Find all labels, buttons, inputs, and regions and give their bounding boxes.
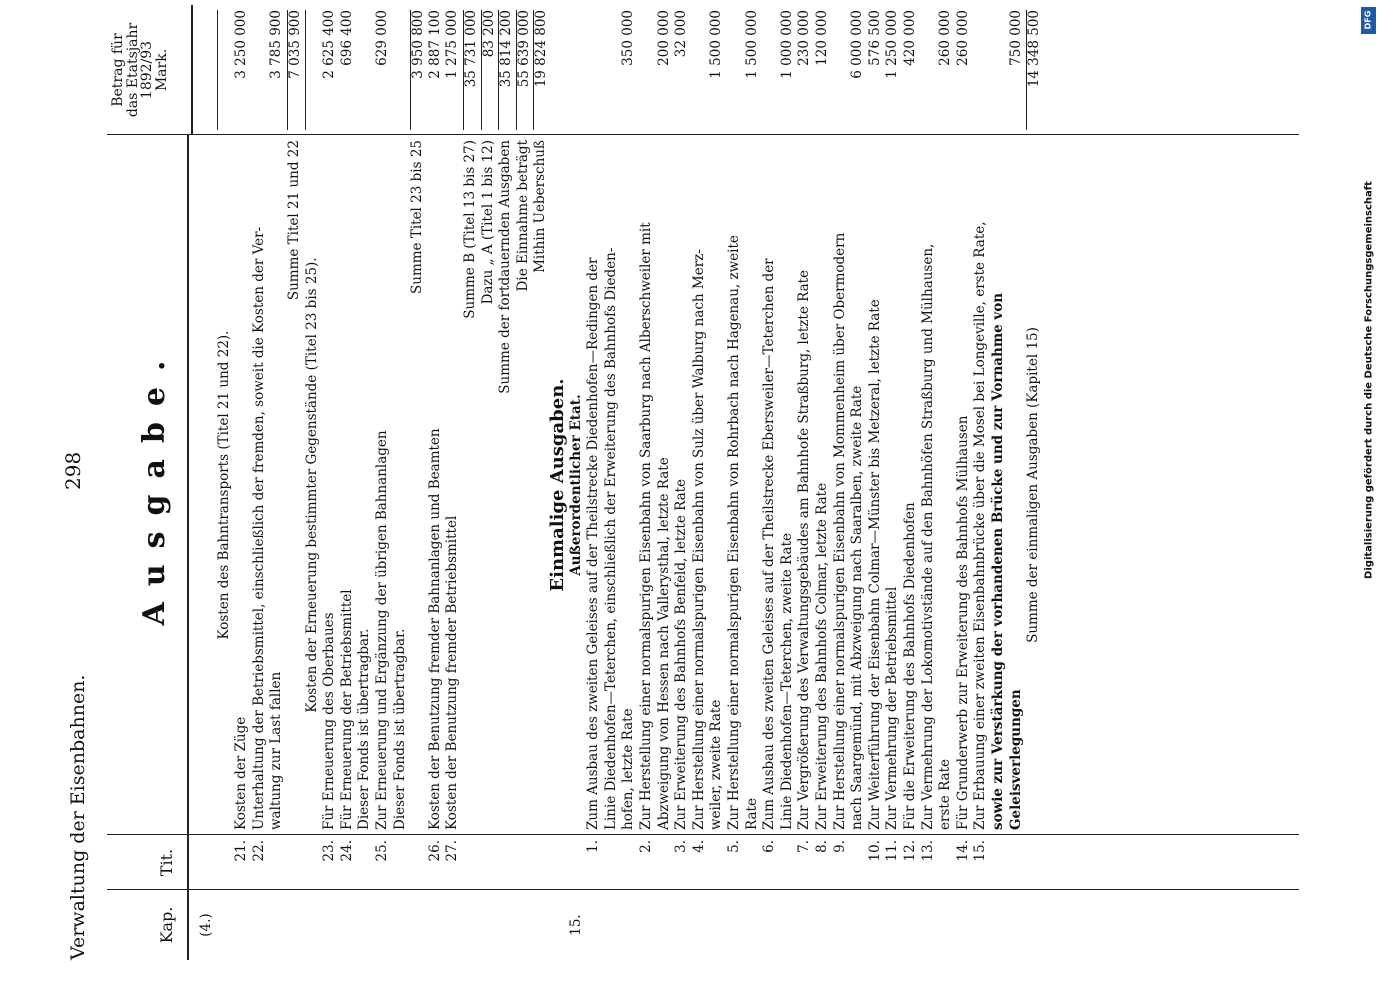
description-cell: Dieser Fonds ist übertragbar.	[391, 628, 408, 830]
description-cell: Kosten der Züge	[233, 716, 250, 830]
amount-cell: 3 785 900	[268, 10, 285, 79]
description-cell: Dazu „ A (Titel 1 bis 12)	[479, 140, 496, 305]
titel-cell: 26.	[426, 840, 443, 862]
description-cell: Zur Herstellung einer normalspurigen Eisenbahn von Rohrbach nach Hagenau, zweite	[726, 235, 742, 830]
amount-cell: 3 250 000	[233, 10, 250, 79]
running-head: Verwaltung der Eisenbahnen.	[67, 674, 89, 960]
amount-cell	[305, 10, 306, 130]
titel-cell: 21.	[233, 840, 250, 862]
kap-label: Kap.	[157, 906, 176, 944]
description-cell: Die Einnahme beträgt	[514, 140, 531, 292]
description-cell: Summe der einmaligen Ausgaben (Kapitel 15)	[1025, 327, 1042, 643]
description-cell: weiler, zweite Rate	[708, 699, 725, 830]
description-cell: Zur Erweiterung des Bahnhofs Colmar, letzte Rate	[814, 482, 830, 830]
description-cell: Linie Diedenhofen—Teterchen, zweite Rate	[778, 533, 795, 830]
description-cell: nach Saargemünd, mit Abzweigung nach Saaralben, zweite Rate	[849, 385, 866, 830]
amount-cell: 576 500	[866, 10, 883, 66]
description-cell: Zur Herstellung einer normalspurigen Eisenbahn von Saarburg nach Alberschweiler mit	[638, 222, 654, 830]
column-divider	[187, 834, 1299, 835]
amount-cell	[217, 10, 218, 130]
titel-cell: 1.	[585, 840, 602, 853]
description-cell: Kosten der Benutzung fremder Betriebsmittel	[444, 515, 461, 830]
amount-cell: 350 000	[620, 10, 637, 66]
amount-cell: 35 814 200	[498, 10, 513, 130]
description-cell: Zur Erneuerung und Ergänzung der übrigen Bahnanlagen	[374, 430, 390, 830]
amount-cell: 260 000	[937, 10, 954, 66]
rotated-page-content	[49, 10, 1329, 990]
column-header-kap	[107, 889, 189, 960]
titel-cell: 8.	[814, 840, 830, 853]
description-cell: waltung zur Last fallen	[268, 671, 285, 830]
titel-cell: 7.	[796, 840, 813, 853]
amount-cell: 120 000	[814, 10, 830, 66]
column-header-betrag	[107, 5, 193, 135]
column-divider	[187, 889, 1299, 890]
amount-cell: 55 639 000	[516, 10, 531, 130]
amount-cell: 14 348 500	[1026, 10, 1041, 130]
betrag-line-1: Betrag für	[110, 33, 126, 107]
amount-cell: 230 000	[796, 10, 813, 66]
titel-cell: 24.	[338, 840, 355, 862]
description-cell: Zur Weiterführung der Eisenbahn Colmar—Münster bis Metzeral, letzte Rate	[866, 299, 883, 830]
digitization-credit	[1360, 20, 1378, 740]
budget-table	[107, 10, 1299, 960]
kapitel-cell: 15.	[567, 914, 584, 936]
description-cell: Zum Ausbau des zweiten Geleises auf der Theilstrecke Ebersweiler—Teterchen der	[761, 258, 778, 830]
amount-cell: 260 000	[954, 10, 971, 66]
description-cell: Zur Vergrößerung des Verwaltungsgebäudes am Bahnhofe Straßburg, letzte Rate	[796, 269, 813, 830]
description-cell: Kosten der Erneuerung bestimmter Gegenstände (Titel 23 bis 25).	[303, 257, 320, 713]
betrag-line-3: 1892/93	[139, 40, 156, 100]
titel-cell: 2.	[638, 840, 654, 853]
betrag-line-4: Mark.	[154, 48, 171, 92]
description-cell: hofen, letzte Rate	[620, 708, 637, 830]
titel-cell: 10.	[866, 840, 883, 862]
description-cell: Linie Diedenhofen—Teterchen, einschließlich der Erweiterung des Bahnhofs Dieden-	[602, 247, 619, 830]
amount-cell: 2 887 100	[426, 10, 443, 79]
titel-cell: 27.	[444, 840, 461, 862]
description-cell: Zum Ausbau des zweiten Geleises auf der Theilstrecke Diedenhofen—Redingen der	[585, 257, 602, 830]
titel-cell: 5.	[726, 840, 742, 853]
description-cell: Unterhaltung der Betriebsmittel, einschließlich der fremden, soweit die Kosten der Ver-	[250, 226, 267, 830]
amount-cell: 2 625 400	[321, 10, 338, 79]
titel-cell: 11.	[884, 840, 901, 862]
description-cell: Zur Vermehrung der Lokomotivstände auf den Bahnhöfen Straßburg und Mülhausen,	[919, 243, 936, 830]
description-cell: Kosten der Benutzung fremder Bahnanlagen und Beamten	[426, 428, 443, 830]
amount-cell: 696 400	[338, 10, 355, 66]
description-cell: Kosten des Bahntransports (Titel 21 und 22).	[215, 330, 232, 640]
betrag-line-2: das Etatsjahr	[124, 22, 141, 118]
titel-cell: 3.	[673, 840, 690, 853]
amount-cell: 3 950 800	[410, 10, 425, 130]
kapitel-cell: (4.)	[198, 913, 214, 937]
titel-cell: 22.	[250, 840, 267, 862]
description-cell: Für Erneuerung der Betriebsmittel	[338, 589, 355, 830]
description-cell: Für die Erweiterung des Bahnhofs Diedenhofen	[902, 502, 918, 830]
page-header	[59, 40, 99, 960]
description-cell: Zur Vermehrung der Betriebsmittel	[884, 586, 901, 830]
amount-cell: 1 000 000	[778, 10, 795, 79]
credit-text: Digitalisierung gefördert durch die Deutsche Forschungsgemeinschaft	[1363, 181, 1375, 579]
amount-cell: 1 275 000	[444, 10, 461, 79]
description-cell: Zur Erweiterung des Bahnhofs Benfeld, letzte Rate	[673, 478, 690, 830]
description-cell: Summe Titel 21 und 22	[286, 140, 302, 301]
description-cell: Außerordentlicher Etat.	[567, 394, 584, 576]
amount-cell: 6 000 000	[849, 10, 866, 79]
titel-cell: 13.	[919, 840, 936, 862]
amount-cell: 1 500 000	[743, 10, 760, 79]
description-cell: Rate	[743, 798, 760, 830]
column-header-ausgabe	[107, 134, 189, 835]
titel-cell: 12.	[902, 840, 918, 862]
description-cell: Zur Herstellung einer normalspurigen Eisenbahn von Sulz über Walburg nach Merz-	[690, 249, 707, 830]
description-cell: sowie zur Verstärkung der vorhandenen Brücke und zur Vornahme von	[990, 292, 1006, 830]
column-divider	[187, 134, 1299, 135]
description-cell: erste Rate	[937, 758, 954, 830]
description-cell: Summe B (Titel 13 bis 27)	[462, 140, 478, 319]
amount-cell: 1 500 000	[708, 10, 725, 79]
description-cell: Einmalige Ausgaben.	[547, 378, 568, 592]
dfg-logo-text: DFG	[1363, 10, 1373, 30]
titel-cell: 15.	[972, 840, 989, 862]
description-cell: Für Erneuerung des Oberbaues	[321, 612, 338, 830]
description-cell: Mithin Ueberschuß	[532, 140, 549, 273]
description-cell: Abzweigung von Hessen nach Vallerysthal, letzte Rate	[655, 457, 672, 830]
titel-cell: 6.	[761, 840, 778, 853]
amount-cell: 1 250 000	[884, 10, 901, 79]
amount-cell: 629 000	[374, 10, 390, 66]
description-cell: Summe der fortdauernden Ausgaben	[497, 140, 514, 394]
amount-cell: 19 824 800	[533, 10, 548, 130]
description-cell: Geleisverlegungen	[1007, 689, 1024, 830]
ausgabe-label: Ausgabe.	[137, 344, 172, 626]
titel-cell: 23.	[321, 840, 338, 862]
description-cell: Dieser Fonds ist übertragbar.	[356, 628, 373, 830]
description-cell: Zur Erbauung einer zweiten Eisenbahnbrücke über die Mosel bei Longeville, erste Rate,	[972, 221, 989, 830]
titel-cell: 4.	[690, 840, 707, 853]
page-number: 298	[61, 451, 85, 490]
amount-cell: 35 731 000	[463, 10, 478, 130]
column-header-tit	[107, 834, 189, 890]
description-cell: Zur Herstellung einer normalspurigen Eisenbahn von Mommenheim über Obermodern	[831, 232, 848, 830]
description-cell: Summe Titel 23 bis 25	[409, 140, 426, 294]
titel-cell: 9.	[831, 840, 848, 853]
amount-cell: 7 035 900	[287, 10, 302, 130]
titel-cell: 25.	[374, 840, 390, 862]
description-cell: Für Grunderwerb zur Erweiterung des Bahnhofs Mülhausen	[954, 415, 971, 830]
titel-cell: 14.	[954, 840, 971, 862]
amount-cell: 83 200	[481, 10, 496, 130]
amount-cell: 750 000	[1007, 10, 1024, 66]
amount-cell: 32 000	[673, 10, 690, 58]
tit-label: Tit.	[157, 848, 176, 877]
amount-cell: 200 000	[655, 10, 672, 66]
amount-cell: 420 000	[902, 10, 918, 66]
